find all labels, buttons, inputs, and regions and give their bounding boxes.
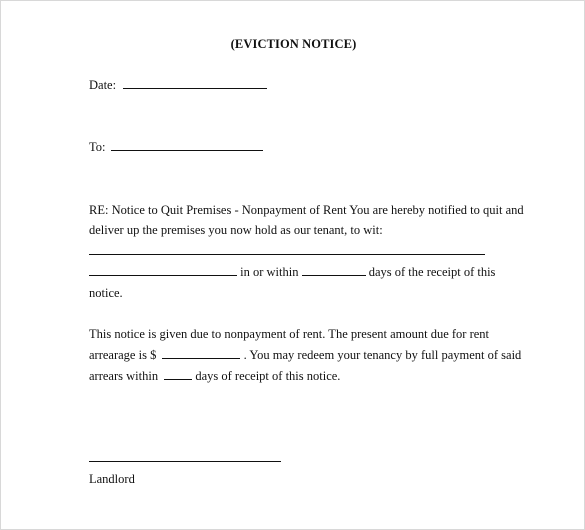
date-row	[89, 77, 267, 93]
signature-line[interactable]	[89, 461, 281, 462]
signature-label: Landlord	[89, 472, 135, 486]
amount-blank[interactable]	[162, 347, 240, 359]
days-text: days of the receipt of this	[368, 265, 496, 279]
re-line-1: RE: Notice to Quit Premises - Nonpayment of Rent You are hereby notified to quit and	[89, 203, 524, 217]
arrears-row	[89, 368, 340, 384]
date-blank[interactable]	[123, 77, 267, 89]
premises-blank[interactable]	[89, 243, 485, 255]
arrearage-row	[89, 347, 521, 363]
redeem-text: . You may redeem your tenancy by full payment of said	[243, 348, 522, 362]
to-row	[89, 139, 263, 155]
days-blank[interactable]	[302, 264, 366, 276]
days-receipt-text: days of receipt of this notice.	[195, 369, 341, 383]
to-label: To:	[89, 140, 106, 154]
rent-line-1: This notice is given due to nonpayment of rent. The present amount due for rent	[89, 327, 490, 341]
to-blank[interactable]	[111, 139, 263, 151]
date-label: Date:	[89, 78, 117, 92]
within-row	[89, 264, 495, 280]
within-text: in or within	[240, 265, 299, 279]
arrears-days-blank[interactable]	[164, 368, 192, 380]
re-line-2: deliver up the premises you now hold as our tenant, to wit:	[89, 223, 383, 237]
arrearage-label: arrearage is $	[89, 348, 157, 362]
document-title: (EVICTION NOTICE)	[230, 37, 357, 51]
premises-row	[89, 243, 485, 259]
notice-word: notice.	[89, 286, 123, 300]
premises-blank-2[interactable]	[89, 264, 237, 276]
arrears-within-label: arrears within	[89, 369, 159, 383]
